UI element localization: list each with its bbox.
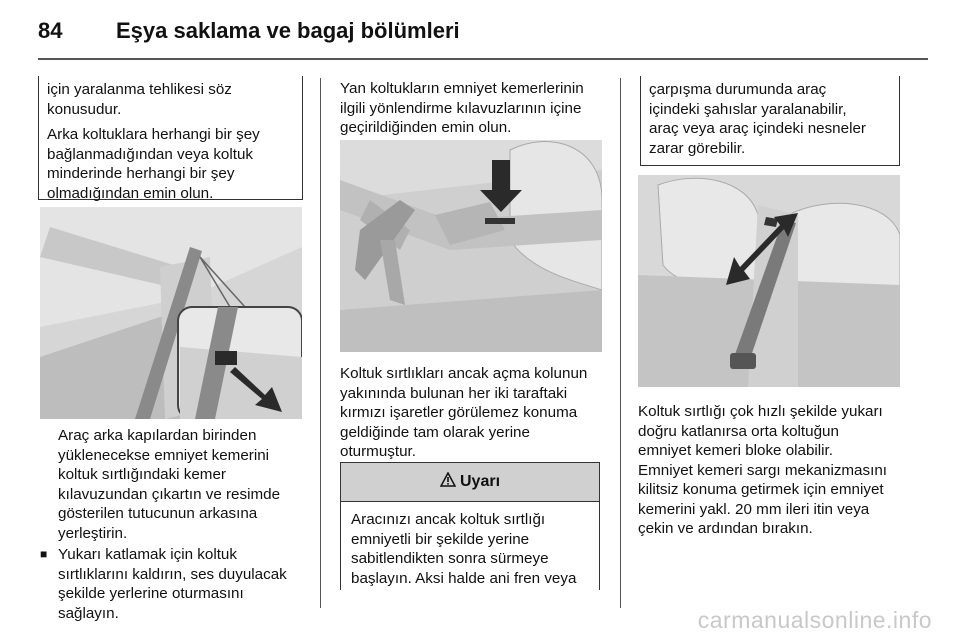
warning-continuation-box-2 — [640, 76, 900, 166]
paragraph-line: kilitsiz konuma getirmek için emniyet — [638, 481, 884, 498]
warning-title: Uyarı — [459, 473, 501, 490]
caption-line: yüklenecekse emniyet kemerini — [58, 446, 270, 464]
box-line: için yaralanma tehlikesi söz — [47, 81, 232, 98]
bullet-line: sağlayın. — [58, 604, 119, 622]
box-line: çarpışma durumunda araç — [649, 81, 827, 98]
paragraph-line: doğru katlanırsa orta koltuğun — [638, 422, 839, 440]
header-rule — [38, 58, 928, 60]
bullet-square-icon: ■ — [40, 547, 48, 561]
paragraph-line: kırmızı işaretler görülemez konuma — [340, 404, 578, 421]
paragraph-line: Emniyet kemeri sargı mekanizmasını — [638, 461, 887, 479]
belt-holder-illustration — [40, 207, 302, 419]
intro-col2 — [340, 79, 610, 138]
box-line: araç veya araç içindeki nesneler — [649, 120, 866, 137]
page-number: 84 — [38, 18, 63, 43]
caption-line: yerleştirin. — [58, 524, 128, 542]
warning-header — [341, 463, 599, 502]
warning-box — [340, 462, 600, 590]
column-divider-1 — [320, 78, 321, 608]
caption-col1 — [58, 426, 308, 543]
paragraph-line: Koltuk sırtlıkları ancak açma kolunun — [340, 365, 588, 382]
bullet-line: sırtlıklarını kaldırın, ses duyulacak — [58, 565, 287, 583]
warning-line: başlayın. Aksi halde ani fren veya — [351, 569, 577, 587]
seat-belt-guide-illustration — [340, 140, 602, 352]
page-header — [38, 14, 928, 52]
box-line: içindeki şahıslar yaralanabilir, — [649, 100, 847, 118]
caption-line: kılavuzundan çıkartın ve resimde — [58, 485, 281, 503]
page-title: Eşya saklama ve bagaj bölümleri — [116, 18, 460, 43]
caption-line: Araç arka kapılardan birinden — [58, 427, 257, 444]
bullet-line: şekilde yerlerine oturmasını — [58, 585, 244, 602]
box-line: olmadığından emin olun. — [47, 184, 214, 202]
box-line: bağlanmadığından veya koltuk — [47, 145, 254, 163]
warning-continuation-box-1 — [38, 76, 303, 200]
box-line: zarar görebilir. — [649, 139, 746, 157]
paragraph-line: Koltuk sırtlığı çok hızlı şekilde yukarı — [638, 403, 883, 420]
warning-line: sabitlendikten sonra sürmeye — [351, 550, 549, 567]
caption-line: koltuk sırtlığındaki kemer — [58, 466, 226, 483]
belt-retractor-illustration — [638, 175, 900, 387]
paragraph-col3 — [638, 402, 938, 539]
caption-line: gösterilen tutucunun arkasına — [58, 505, 258, 522]
intro-line: ilgili yönlendirme kılavuzlarının içine — [340, 99, 582, 117]
paragraph-line: kemerini yakl. 20 mm ileri itin veya — [638, 500, 870, 518]
watermark: carmanualsonline.info — [697, 607, 932, 633]
paragraph-line: emniyet kemeri bloke olabilir. — [638, 442, 833, 459]
bullet-line: Yukarı katlamak için koltuk — [58, 546, 237, 563]
warning-triangle-icon — [440, 472, 456, 492]
paragraph-line: yakınında bulunan her iki taraftaki — [340, 384, 568, 402]
paragraph-line: çekin ve ardından bırakın. — [638, 520, 813, 537]
intro-line: Yan koltukların emniyet kemerlerinin — [340, 80, 584, 97]
warning-line: Aracınızı ancak koltuk sırtlığı — [351, 511, 546, 528]
column-divider-2 — [620, 78, 621, 608]
box-line: Arka koltuklara herhangi bir şey — [47, 126, 260, 143]
box-line: minderinde herhangi bir şey — [47, 165, 235, 182]
paragraph-line: geldiğinde tam olarak yerine — [340, 423, 530, 441]
box-line: konusudur. — [47, 100, 122, 118]
warning-body — [341, 502, 599, 588]
bullet-item — [40, 545, 310, 623]
paragraph-col2 — [340, 364, 615, 462]
warning-line: emniyetli bir şekilde yerine — [351, 530, 530, 548]
paragraph-line: oturmuştur. — [340, 443, 416, 460]
intro-line: geçirildiğinden emin olun. — [340, 119, 512, 136]
